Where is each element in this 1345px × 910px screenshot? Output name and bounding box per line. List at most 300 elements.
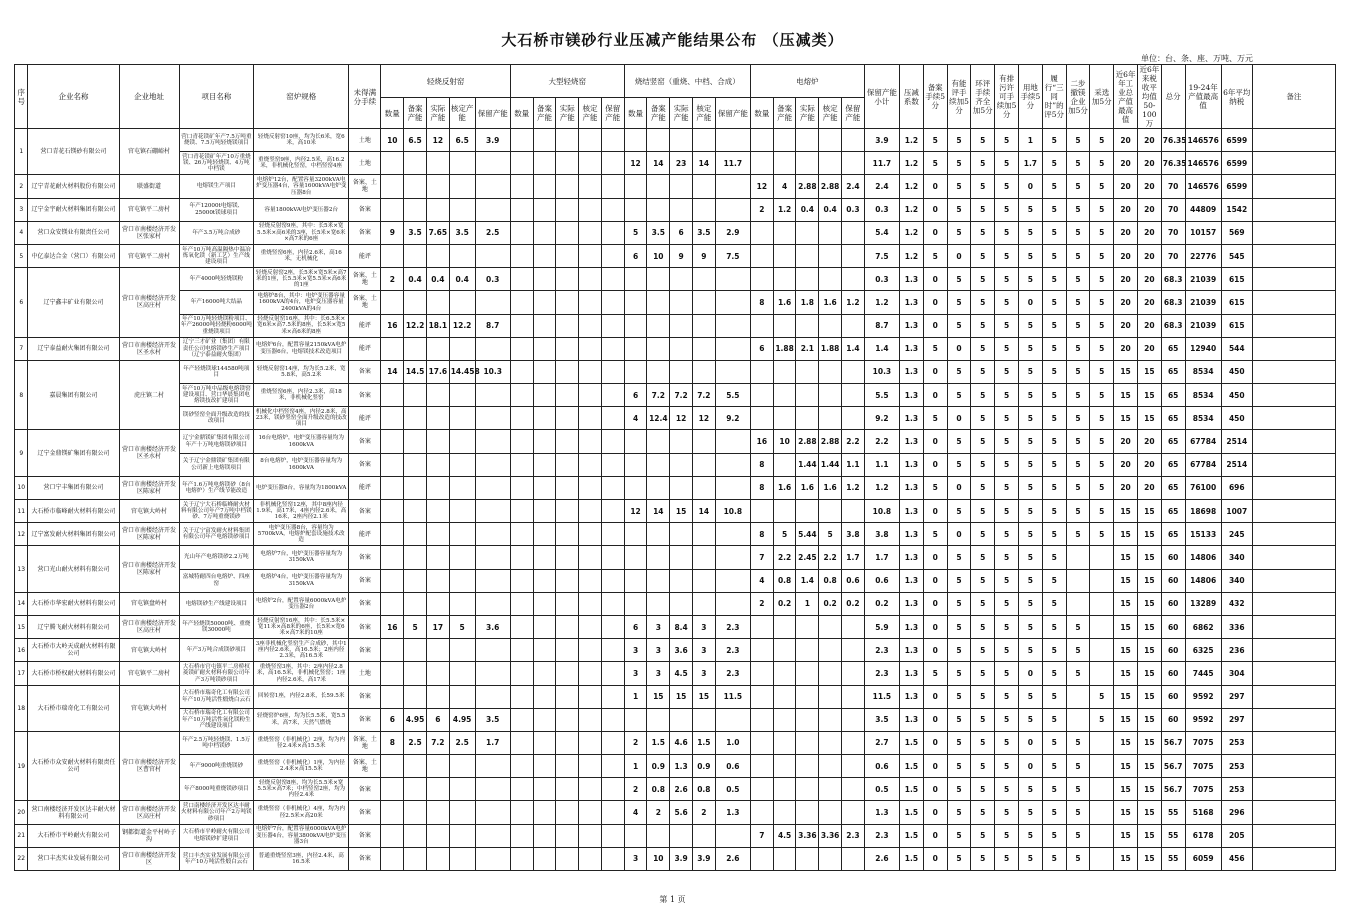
cell-value <box>773 500 796 523</box>
cell-value: 5 <box>971 291 995 314</box>
cell-value: 1.6 <box>773 291 796 314</box>
cell-value: 6862 <box>1185 615 1221 638</box>
cell-value: 5 <box>1090 175 1114 198</box>
cell-value: 5 <box>995 592 1019 615</box>
cell-value: 0 <box>923 384 947 407</box>
cell-value <box>1090 824 1114 847</box>
cell-value <box>601 221 624 244</box>
cell-value: 4 <box>773 175 796 198</box>
cell-value: 0 <box>923 847 947 870</box>
cell-company: 辽宁鑫丰矿业有限公司 <box>28 268 119 338</box>
cell-value: 5 <box>1042 453 1066 476</box>
cell-value <box>601 523 624 546</box>
cell-value: 6 <box>624 384 647 407</box>
cell-project: 电熔镁生产项目 <box>179 175 254 198</box>
cell-value <box>510 198 533 221</box>
header-g1-filed: 备案产能 <box>404 98 427 129</box>
cell-value <box>819 639 842 662</box>
cell-value: 8534 <box>1185 407 1221 430</box>
cell-value: 12 <box>670 407 693 430</box>
table-row <box>15 407 1336 430</box>
cell-value <box>624 824 647 847</box>
cell-value <box>773 244 796 267</box>
cell-value: 5 <box>1066 407 1090 430</box>
cell-value <box>1090 847 1114 870</box>
cell-value <box>750 152 773 175</box>
cell-value <box>842 314 865 337</box>
cell-value <box>510 685 533 708</box>
cell-value: 1.2 <box>900 129 924 152</box>
cell-value: 1.7 <box>1018 152 1042 175</box>
cell-value <box>510 291 533 314</box>
cell-value: 5.6 <box>670 801 693 824</box>
cell-value <box>510 175 533 198</box>
cell-value: 5 <box>995 476 1019 499</box>
cell-value <box>475 755 510 778</box>
cell-value: 15 <box>1114 384 1138 407</box>
cell-value <box>842 847 865 870</box>
cell-value <box>579 407 602 430</box>
cell-value: 5 <box>1090 314 1114 337</box>
cell-value: 5 <box>971 476 995 499</box>
cell-value <box>1090 569 1114 592</box>
cell-company: 大石桥市桥权耐火材料有限公司 <box>28 662 119 685</box>
cell-value <box>1090 755 1114 778</box>
cell-value: 5 <box>971 755 995 778</box>
cell-value: 0.8 <box>692 778 715 801</box>
cell-value <box>426 685 449 708</box>
cell-value <box>670 175 693 198</box>
table-row <box>15 592 1336 615</box>
cell-seq: 2 <box>15 175 28 198</box>
cell-value <box>819 244 842 267</box>
cell-value <box>556 453 579 476</box>
table-row <box>15 708 1336 731</box>
cell-value: 5 <box>1042 152 1066 175</box>
cell-value: 297 <box>1221 708 1252 731</box>
cell-value: 60 <box>1161 615 1185 638</box>
cell-kiln: 轻烧反射窑2座，长5米×宽5米×高7米的1座，长5.5米×宽5.5米×高6米的1座 <box>254 268 349 291</box>
cell-project: 大石桥市平岭耐火有限公司电熔镁砂扩建项目 <box>179 824 254 847</box>
cell-value: 5 <box>1018 407 1042 430</box>
cell-value <box>647 453 670 476</box>
cell-value: 2.3 <box>715 615 750 638</box>
cell-value <box>624 337 647 360</box>
cell-value <box>449 801 475 824</box>
cell-value <box>404 523 427 546</box>
cell-project: 年产10万吨轻烧镁粉项目、年产26000吨轻烧粉6000吨重烧镁项目 <box>179 314 254 337</box>
cell-procedure: 备案 <box>349 824 381 847</box>
cell-value: 5 <box>947 639 971 662</box>
cell-value: 456 <box>1221 847 1252 870</box>
cell-value: 17 <box>426 615 449 638</box>
cell-value <box>819 755 842 778</box>
cell-value: 146576 <box>1185 175 1221 198</box>
cell-kiln: 8台电熔炉，电炉变压器容量均为1600kVA <box>254 453 349 476</box>
table-row <box>15 500 1336 523</box>
cell-value: 0.4 <box>819 198 842 221</box>
cell-project: 年产10万吨中品级电熔镁窑建设项目、营口华晨集团电熔镁技改扩建项目 <box>179 384 254 407</box>
cell-value <box>556 523 579 546</box>
cell-value: 8534 <box>1185 384 1221 407</box>
cell-value: 0 <box>923 801 947 824</box>
cell-value <box>556 430 579 453</box>
cell-value: 5 <box>1042 244 1066 267</box>
cell-value: 1.5 <box>647 731 670 754</box>
cell-value <box>692 268 715 291</box>
cell-value: 5 <box>1042 755 1066 778</box>
cell-value: 5 <box>624 221 647 244</box>
cell-value <box>475 453 510 476</box>
cell-value <box>819 384 842 407</box>
cell-value <box>692 824 715 847</box>
cell-value: 5 <box>971 198 995 221</box>
cell-value <box>750 778 773 801</box>
cell-value: 5 <box>923 523 947 546</box>
header-output: 19-24年产值最高值 <box>1185 65 1221 129</box>
cell-value <box>404 198 427 221</box>
cell-value: 3.5 <box>404 221 427 244</box>
cell-seq: 7 <box>15 337 28 360</box>
cell-value: 76.35 <box>1161 152 1185 175</box>
cell-value: 1.1 <box>842 453 865 476</box>
cell-address: 联盛街道 <box>119 175 179 198</box>
header-score-land: 用地手续5分 <box>1018 65 1042 129</box>
cell-value <box>449 592 475 615</box>
cell-value: 1.44 <box>796 453 819 476</box>
cell-seq: 5 <box>15 244 28 267</box>
cell-value: 5 <box>1018 314 1042 337</box>
cell-value: 6 <box>426 708 449 731</box>
cell-value <box>842 778 865 801</box>
cell-value: 13289 <box>1185 592 1221 615</box>
cell-value: 60 <box>1161 592 1185 615</box>
cell-value <box>624 175 647 198</box>
cell-value <box>1252 523 1335 546</box>
cell-value <box>579 824 602 847</box>
cell-value: 340 <box>1221 569 1252 592</box>
cell-value: 15 <box>647 685 670 708</box>
cell-value <box>579 801 602 824</box>
cell-value: 1 <box>796 592 819 615</box>
cell-value <box>692 291 715 314</box>
page-title: 大石桥市镁砂行业压减产能结果公布 （压减类） <box>501 31 844 49</box>
cell-value <box>533 175 556 198</box>
cell-value <box>819 407 842 430</box>
cell-value <box>796 755 819 778</box>
header-score-emission: 有排污许可手续加5分 <box>995 65 1019 129</box>
cell-value: 1.5 <box>900 755 924 778</box>
cell-value: 5 <box>971 221 995 244</box>
cell-value: 20 <box>1137 430 1161 453</box>
cell-value: 1.5 <box>900 731 924 754</box>
cell-value: 65 <box>1161 337 1185 360</box>
cell-value <box>475 337 510 360</box>
cell-value: 5 <box>995 615 1019 638</box>
cell-value: 1.2 <box>773 198 796 221</box>
cell-value <box>1252 198 1335 221</box>
cell-value <box>510 546 533 569</box>
cell-value: 70 <box>1161 175 1185 198</box>
cell-value <box>579 384 602 407</box>
cell-value: 253 <box>1221 778 1252 801</box>
cell-seq: 8 <box>15 360 28 430</box>
cell-procedure: 备案 <box>349 639 381 662</box>
cell-value: 1.5 <box>692 731 715 754</box>
cell-value <box>533 755 556 778</box>
cell-value: 1.3 <box>900 615 924 638</box>
cell-value: 5 <box>947 592 971 615</box>
cell-project: 营口青花镁矿年产10万重烧镁、26万吨轻烧镁、4万吨中档镁 <box>179 152 254 175</box>
table-row <box>15 337 1336 360</box>
cell-value <box>773 453 796 476</box>
cell-value: 5 <box>1090 291 1114 314</box>
cell-value: 5 <box>1018 268 1042 291</box>
cell-kiln: 容量1800kVA电炉变压器2台 <box>254 198 349 221</box>
cell-seq: 10 <box>15 476 28 499</box>
cell-value: 65 <box>1161 407 1185 430</box>
cell-procedure: 能评 <box>349 476 381 499</box>
cell-value: 5 <box>1090 453 1114 476</box>
cell-value: 0 <box>923 685 947 708</box>
cell-value: 5 <box>971 360 995 383</box>
cell-company: 大石桥市平岭耐火有限公司 <box>28 824 119 847</box>
cell-value: 5 <box>995 384 1019 407</box>
cell-value <box>819 129 842 152</box>
cell-value: 615 <box>1221 268 1252 291</box>
cell-value: 5 <box>1066 476 1090 499</box>
cell-value: 2 <box>624 778 647 801</box>
cell-value <box>381 778 404 801</box>
cell-value: 2.2 <box>864 430 899 453</box>
cell-value <box>670 708 693 731</box>
cell-value: 1.3 <box>900 569 924 592</box>
cell-value: 0.3 <box>864 268 899 291</box>
cell-value: 15 <box>1137 407 1161 430</box>
cell-value: 10 <box>647 244 670 267</box>
cell-value <box>510 662 533 685</box>
cell-value <box>601 778 624 801</box>
cell-value <box>692 430 715 453</box>
cell-value: 20 <box>1137 152 1161 175</box>
cell-value <box>475 639 510 662</box>
cell-value: 3 <box>692 662 715 685</box>
cell-value: 5 <box>449 615 475 638</box>
cell-value: 2514 <box>1221 430 1252 453</box>
header-score-filing: 备案手续5分 <box>923 65 947 129</box>
header-remark: 备注 <box>1252 65 1335 129</box>
cell-value: 10.8 <box>864 500 899 523</box>
cell-value <box>624 523 647 546</box>
cell-value: 0 <box>923 268 947 291</box>
cell-value: 2.2 <box>773 546 796 569</box>
cell-kiln: 重烧竖窑6座，内径2.6米，高16米，无机械化 <box>254 244 349 267</box>
cell-value: 0 <box>923 778 947 801</box>
cell-address: 官屯镇石硼峪村 <box>119 129 179 175</box>
cell-value: 5 <box>1066 175 1090 198</box>
cell-value: 5 <box>995 801 1019 824</box>
cell-value: 3 <box>647 662 670 685</box>
cell-seq: 15 <box>15 615 28 638</box>
cell-value <box>533 615 556 638</box>
cell-value: 3.5 <box>449 221 475 244</box>
table-row <box>15 453 1336 476</box>
cell-value: 3 <box>624 662 647 685</box>
cell-value <box>381 592 404 615</box>
cell-value: 0 <box>923 175 947 198</box>
cell-value: 8 <box>750 291 773 314</box>
cell-value: 5 <box>819 523 842 546</box>
cell-value <box>449 476 475 499</box>
cell-value: 253 <box>1221 731 1252 754</box>
cell-value: 60 <box>1161 662 1185 685</box>
header-g1-count: 数量 <box>381 98 404 129</box>
cell-value <box>475 500 510 523</box>
cell-value: 1.5 <box>900 778 924 801</box>
cell-value <box>556 407 579 430</box>
cell-value: 5 <box>995 662 1019 685</box>
cell-value <box>404 175 427 198</box>
cell-address: 营口市南楼经济开发区张家村 <box>119 221 179 244</box>
cell-procedure: 备案 <box>349 801 381 824</box>
cell-value: 5 <box>1066 337 1090 360</box>
cell-value <box>381 523 404 546</box>
cell-project: 营口青花镁矿年产7.5万吨重烧镁、7.5万吨轻烧镁项目 <box>179 129 254 152</box>
cell-kiln: 电熔炉12台，配置容量3200kVA电炉变压器4台，容量1600kVA电炉变压器8台 <box>254 175 349 198</box>
cell-value: 5 <box>1090 360 1114 383</box>
cell-value <box>579 523 602 546</box>
cell-value: 0 <box>1018 662 1042 685</box>
cell-value: 14806 <box>1185 569 1221 592</box>
cell-value: 236 <box>1221 639 1252 662</box>
cell-value <box>533 244 556 267</box>
cell-value: 15 <box>670 685 693 708</box>
cell-value <box>475 778 510 801</box>
cell-value: 5 <box>971 523 995 546</box>
cell-value <box>601 847 624 870</box>
cell-value <box>1066 592 1090 615</box>
cell-value <box>715 476 750 499</box>
cell-value <box>624 569 647 592</box>
cell-value: 5 <box>1042 476 1066 499</box>
cell-value <box>624 592 647 615</box>
cell-value <box>579 546 602 569</box>
cell-value <box>579 778 602 801</box>
cell-value: 0.4 <box>796 198 819 221</box>
cell-value: 7.2 <box>670 384 693 407</box>
cell-kiln: 重烧竖窑9座，内径2.5米，高16.2米，非机械化竖窑，中档竖窑4座 <box>254 152 349 175</box>
cell-value <box>750 314 773 337</box>
cell-value: 5 <box>1042 546 1066 569</box>
page-footer: 第 1 页 <box>659 895 686 904</box>
cell-value: 2.3 <box>715 639 750 662</box>
cell-value: 15 <box>1137 731 1161 754</box>
cell-value: 5 <box>1042 198 1066 221</box>
cell-seq: 22 <box>15 847 28 870</box>
cell-value <box>842 639 865 662</box>
header-g4-filed: 备案产能 <box>773 98 796 129</box>
cell-value: 4 <box>624 407 647 430</box>
cell-value <box>1252 801 1335 824</box>
header-tax: 6年平均纳税 <box>1221 65 1252 129</box>
cell-value <box>475 152 510 175</box>
cell-value <box>1090 662 1114 685</box>
cell-company: 大石桥市华宏耐火材料有限公司 <box>28 592 119 615</box>
cell-value: 3 <box>647 639 670 662</box>
cell-value: 15 <box>1137 778 1161 801</box>
cell-value: 5.4 <box>864 221 899 244</box>
cell-value: 8.7 <box>475 314 510 337</box>
cell-value <box>715 430 750 453</box>
cell-value <box>692 337 715 360</box>
cell-value: 5 <box>1066 291 1090 314</box>
cell-value: 5 <box>1066 268 1090 291</box>
cell-value: 15 <box>1137 500 1161 523</box>
cell-value: 15 <box>1114 523 1138 546</box>
cell-value: 0 <box>923 198 947 221</box>
cell-kiln: 轻烧反射窑10座，均为长6米，宽6米，高10米 <box>254 129 349 152</box>
cell-value: 5 <box>995 778 1019 801</box>
cell-value: 0 <box>1018 755 1042 778</box>
cell-project: 关于辽宁大石桥临峰耐火材料有限公司年产7万吨中档镁砂、7万吨重烧镁砂 <box>179 500 254 523</box>
cell-value: 8 <box>750 453 773 476</box>
cell-value: 1.2 <box>900 221 924 244</box>
cell-value: 0 <box>923 639 947 662</box>
cell-address: 营口市南楼经济开发区陈家村 <box>119 523 179 546</box>
cell-value: 5 <box>947 569 971 592</box>
cell-value: 0.5 <box>715 778 750 801</box>
cell-value: 1.2 <box>900 152 924 175</box>
cell-project: 年产3.5万吨合成砂 <box>179 221 254 244</box>
cell-value <box>773 801 796 824</box>
cell-value <box>426 592 449 615</box>
cell-value: 20 <box>1137 291 1161 314</box>
cell-value <box>819 615 842 638</box>
cell-value: 1.3 <box>900 314 924 337</box>
cell-value <box>404 244 427 267</box>
cell-value: 5 <box>1042 337 1066 360</box>
cell-value <box>449 639 475 662</box>
cell-value <box>533 801 556 824</box>
cell-value: 5 <box>995 407 1019 430</box>
cell-procedure: 土地 <box>349 129 381 152</box>
cell-project: 关于辽宁金鼎镁矿集团有限公司新上电熔镁项目 <box>179 453 254 476</box>
cell-value: 6.5 <box>404 129 427 152</box>
cell-value: 3.9 <box>670 847 693 870</box>
cell-value: 3.8 <box>842 523 865 546</box>
header-address: 企业地址 <box>119 65 179 129</box>
header-g4-count: 数量 <box>750 98 773 129</box>
cell-value: 7.5 <box>864 244 899 267</box>
table-row <box>15 824 1336 847</box>
cell-value: 569 <box>1221 221 1252 244</box>
cell-company: 辽宁泰益耐火集团有限公司 <box>28 337 119 360</box>
cell-value: 5 <box>971 430 995 453</box>
cell-value: 146576 <box>1185 129 1221 152</box>
cell-kiln: 电熔炉2台，配置容量6000kVA电炉变压器2台 <box>254 592 349 615</box>
cell-company: 大石桥市临峰耐火材料有限公司 <box>28 500 119 523</box>
cell-value: 67784 <box>1185 453 1221 476</box>
cell-value <box>579 430 602 453</box>
cell-value: 3.5 <box>692 221 715 244</box>
cell-value <box>449 430 475 453</box>
cell-value <box>601 384 624 407</box>
cell-value <box>601 198 624 221</box>
cell-value <box>556 244 579 267</box>
cell-value <box>1252 615 1335 638</box>
cell-value <box>842 268 865 291</box>
cell-value: 20 <box>1114 337 1138 360</box>
